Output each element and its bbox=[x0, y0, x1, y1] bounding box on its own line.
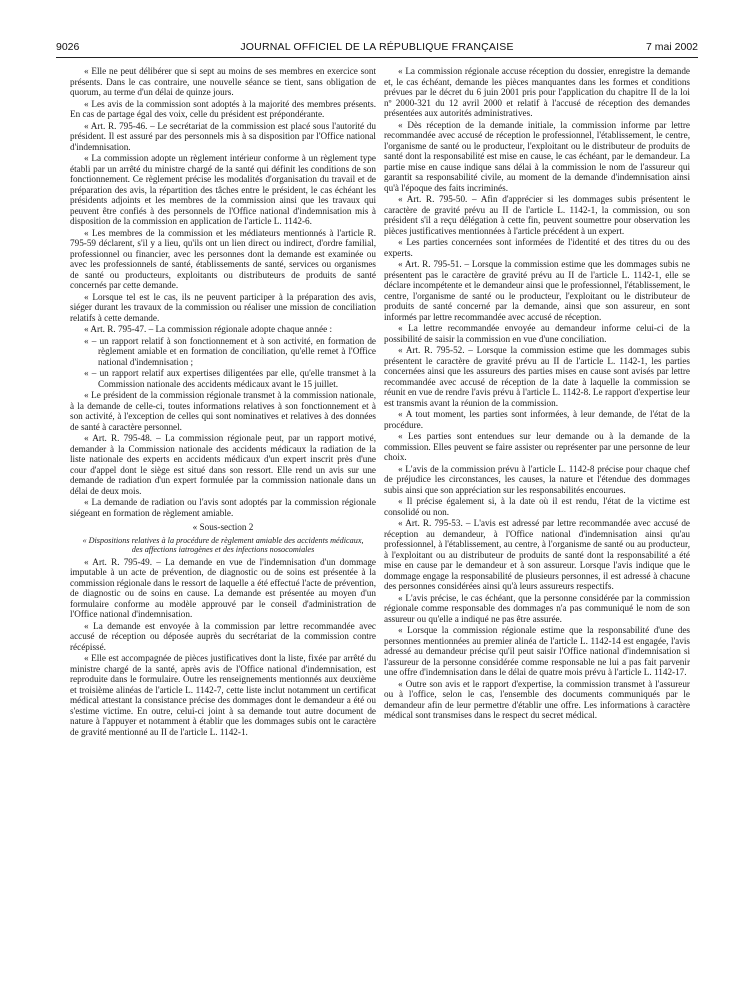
paragraph: « Dès réception de la demande initiale, la commission informe par lettre recommandée avec accusé de réception le professionnel, l'établissement, le centre, l'organisme de santé ou le producteur, l'exploitant ou le distributeur de produits de santé dont la responsabilité est mise en cause, le cas échéant, par le demandeur. La partie mise en cause indique sans délai à la commission le nom de l'assureur qui garantit sa responsabilité civile, au moment de la demande d'indemnisation ainsi qu'à l'époque des faits incriminés. bbox=[384, 119, 690, 193]
paragraph: « Lorsque la commission régionale estime que la responsabilité d'une des personnes mentionnées au premier alinéa de l'article L. 1142-14 est engagée, l'avis adressé au demandeur précise qu'il peut saisir l'Office national d'indemnisation si l'assureur de la personne considérée comme responsable ne lui a pas fait parvenir une offre d'indemnisation dans le délai de quatre mois prévu à l'article L. 1142-17. bbox=[384, 625, 690, 677]
paragraph: « Les parties sont entendues sur leur demande ou à la demande de la commission. Elles peuvent se faire assister ou représenter par une personne de leur choix. bbox=[384, 431, 690, 462]
paragraph: « Art. R. 795-46. – Le secrétariat de la commission est placé sous l'autorité du président. Il est assuré par des personnels mis à sa disposition par l'Office national d'indemnisation. bbox=[70, 120, 376, 152]
paragraph: « Elle ne peut délibérer que si sept au moins de ses membres en exercice sont présents. Dans le cas contraire, une nouvelle séance se tient, sans obligation de quorum, au terme d'un délai de quinze jours. bbox=[70, 66, 376, 97]
paragraph: « Les parties concernées sont informées de l'identité et des titres du ou des experts. bbox=[384, 237, 690, 258]
subsection-heading: « Sous-section 2 bbox=[192, 522, 254, 532]
paragraph: « Art. R. 795-47. – La commission régionale adopte chaque année : bbox=[84, 324, 332, 334]
header-rule bbox=[56, 57, 698, 58]
paragraph: « Les avis de la commission sont adoptés à la majorité des membres présents. En cas de partage égal des voix, celle du président est prépondérante. bbox=[70, 98, 376, 119]
paragraph: « L'avis de la commission prévu à l'article L. 1142-8 précise pour chaque chef de préjudice les circonstances, les causes, la nature et l'étendue des dommages subis ainsi que son appréciation sur les responsabilités encourues. bbox=[384, 463, 690, 495]
paragraph: « Elle est accompagnée de pièces justificatives dont la liste, fixée par arrêté du ministre chargé de la santé, après avis de l'Office national d'indemnisation, est reproduite dans le formulaire. Outre les renseignements mentionnés aux deuxième et troisième alinéas de l'article L. 1142-7, cette liste inclut notamment un certificat médical attestant la consistance précise des dommages dont le demandeur a été ou s'estime victime. En outre, celui-ci joint à sa demande tout autre document de nature à l'appuyer et notamment à établir que les dommages subis ont le caractère de gravité mentionné au II de l'article L. 1142-1. bbox=[70, 653, 376, 737]
paragraph: « La commission régionale accuse réception du dossier, enregistre la demande et, le cas échéant, demande les pièces manquantes dans les formes et conditions prévues par le décret du 6 juin 2001 pris pour l'application du chapitre II de la loi nº 2000-321 du 12 avril 2000 et relatif à l'accusé de réception des demandes présentées aux autorités administratives. bbox=[384, 66, 690, 118]
paragraph: « Art. R. 795-52. – Lorsque la commission estime que les dommages subis présentent le caractère de gravité prévu au II de l'article L. 1142-1, les parties concernées ainsi que les assureurs des parties mises en cause sont avisés par lettre recommandée avec accusé de réception de la date à laquelle la commission se réunit en vue de rendre l'avis prévu à l'article L. 1142-8. Le rapport d'expertise leur est transmis avant la réunion de la commission. bbox=[384, 345, 690, 408]
subsection-title: « Dispositions relatives à la procédure de règlement amiable des accidents médicaux, des affections iatrogènes et des infections nosocomiales bbox=[82, 535, 364, 555]
paragraph: « Art. R. 795-53. – L'avis est adressé par lettre recommandée avec accusé de réception au demandeur, à l'Office national d'indemnisation ainsi qu'au professionnel, à l'établissement, au centre, à l'organisme de santé ou au producteur, à l'exploitant ou au distributeur de produits de santé dont la responsabilité a été mise en cause par le demandeur et à son assureur. Lorsque l'avis indique que le dommage engage la responsabilité de plusieurs personnes, il est adressé à chacune des personnes considérées ainsi qu'à leurs assureurs respectifs. bbox=[384, 518, 690, 591]
paragraph: « Il précise également si, à la date où il est rendu, l'état de la victime est consolidé ou non. bbox=[384, 496, 690, 517]
right-column bbox=[384, 66, 690, 976]
page-header bbox=[56, 40, 698, 54]
paragraph: « La demande de radiation ou l'avis sont adoptés par la commission régionale siégeant en formation de règlement amiable. bbox=[70, 497, 376, 518]
paragraph: « L'avis précise, le cas échéant, que la personne considérée par la commission régionale comme responsable des dommages n'a pas communiqué le nom de son assureur ou qu'elle a indiqué ne pas être assurée. bbox=[384, 592, 690, 624]
paragraph: « A tout moment, les parties sont informées, à leur demande, de l'état de la procédure. bbox=[384, 409, 690, 430]
paragraph: « Le président de la commission régionale transmet à la commission nationale, à la demande de celle-ci, toutes informations relatives à son fonctionnement et à son activité, à l'exception de celles qui sont nominatives et relatives à des données de santé à caractère personnel. bbox=[70, 390, 376, 432]
left-column bbox=[70, 66, 376, 976]
paragraph: « Art. R. 795-50. – Afin d'apprécier si les dommages subis présentent le caractère de gravité prévu au II de l'article L. 1142-1, la commission, ou son président s'il a reçu délégation à cette fin, peuvent soumettre pour observation les pièces justificatives mentionnées à l'article précédent à un expert. bbox=[384, 194, 690, 236]
page-number: 9026 bbox=[56, 41, 80, 53]
paragraph: « Les membres de la commission et les médiateurs mentionnés à l'article R. 795-59 déclarent, s'il y a lieu, qu'ils ont un lien direct ou indirect, d'ordre familial, professionnel ou financier, avec les personnes dont la demande est examinée ou avec les professionnels de santé, établissements de santé, services ou organismes de santé ou producteurs, exploitants ou distributeurs de produits de santé concernés par cette demande. bbox=[70, 227, 376, 290]
list-item: « – un rapport relatif à son fonctionnement et à son activité, en formation de règlement amiable et en formation de conciliation, qu'elle remet à l'Office national d'indemnisation ; bbox=[84, 335, 376, 367]
paragraph: « La commission adopte un règlement intérieur conforme à un règlement type établi par un arrêté du ministre chargé de la santé qui définit les conditions de son fonctionnement. Ce règlement précise les modalités d'organisation du travail et de préparation des avis, la répartition des tâches entre le président, le cas échéant les présidents adjoints et les membres de la commission ainsi que les travaux qui peuvent être confiés à des personnels de l'Office national d'indemnisation mis à disposition de la commission en application de l'article L. 1142-6. bbox=[70, 153, 376, 226]
paragraph: « Art. R. 795-48. – La commission régionale peut, par un rapport motivé, demander à la Commission nationale des accidents médicaux la radiation de la liste nationale des experts en accidents médicaux d'un expert inscrit près d'une cour d'appel dont le siège est situé dans son ressort. Elle rend un avis sur une demande de radiation d'un expert formulée par la commission nationale dans un délai de deux mois. bbox=[70, 433, 376, 496]
paragraph: « La lettre recommandée envoyée au demandeur informe celui-ci de la possibilité de saisir la commission en vue d'une conciliation. bbox=[384, 323, 690, 344]
paragraph: « Art. R. 795-49. – La demande en vue de l'indemnisation d'un dommage imputable à un acte de prévention, de diagnostic ou de soins est présentée à la commission régionale dans le ressort de laquelle a été effectué l'acte de prévention, de diagnostic ou de soins en cause. La demande est présentée au moyen d'un formulaire conforme au modèle approuvé par le conseil d'administration de l'Office national d'indemnisation. bbox=[70, 556, 376, 620]
paragraph: « Lorsque tel est le cas, ils ne peuvent participer à la préparation des avis, siéger durant les travaux de la commission ou réaliser une mission de conciliation relatifs à cette demande. bbox=[70, 291, 376, 323]
paragraph: « La demande est envoyée à la commission par lettre recommandée avec accusé de réception ou déposée auprès du secrétariat de la commission contre récépissé. bbox=[70, 620, 376, 652]
journal-title: JOURNAL OFFICIEL DE LA RÉPUBLIQUE FRANÇAISE bbox=[240, 41, 514, 53]
paragraph: « Art. R. 795-51. – Lorsque la commission estime que les dommages subis ne présentent pas le caractère de gravité prévu au II de l'article L. 1142-1, elle se déclare incompétente et le demandeur ainsi que le professionnel, l'établissement, le centre, l'organisme de santé ou le producteur, l'exploitant ou le distributeur de produits de santé concerné par la demande, ainsi que son assureur, en sont informés par lettre recommandée avec accusé de réception. bbox=[384, 259, 690, 322]
paragraph: « Outre son avis et le rapport d'expertise, la commission transmet à l'assureur ou à l'office, selon le cas, l'ensemble des documents communiqués par le demandeur afin de leur permettre d'établir une offre. Les informations à caractère médical sont transmises dans le respect du secret médical. bbox=[384, 678, 690, 720]
publication-date: 7 mai 2002 bbox=[646, 41, 698, 53]
list-item: « – un rapport relatif aux expertises diligentées par elle, qu'elle transmet à la Commission nationale des accidents médicaux avant le 15 juillet. bbox=[84, 368, 376, 389]
